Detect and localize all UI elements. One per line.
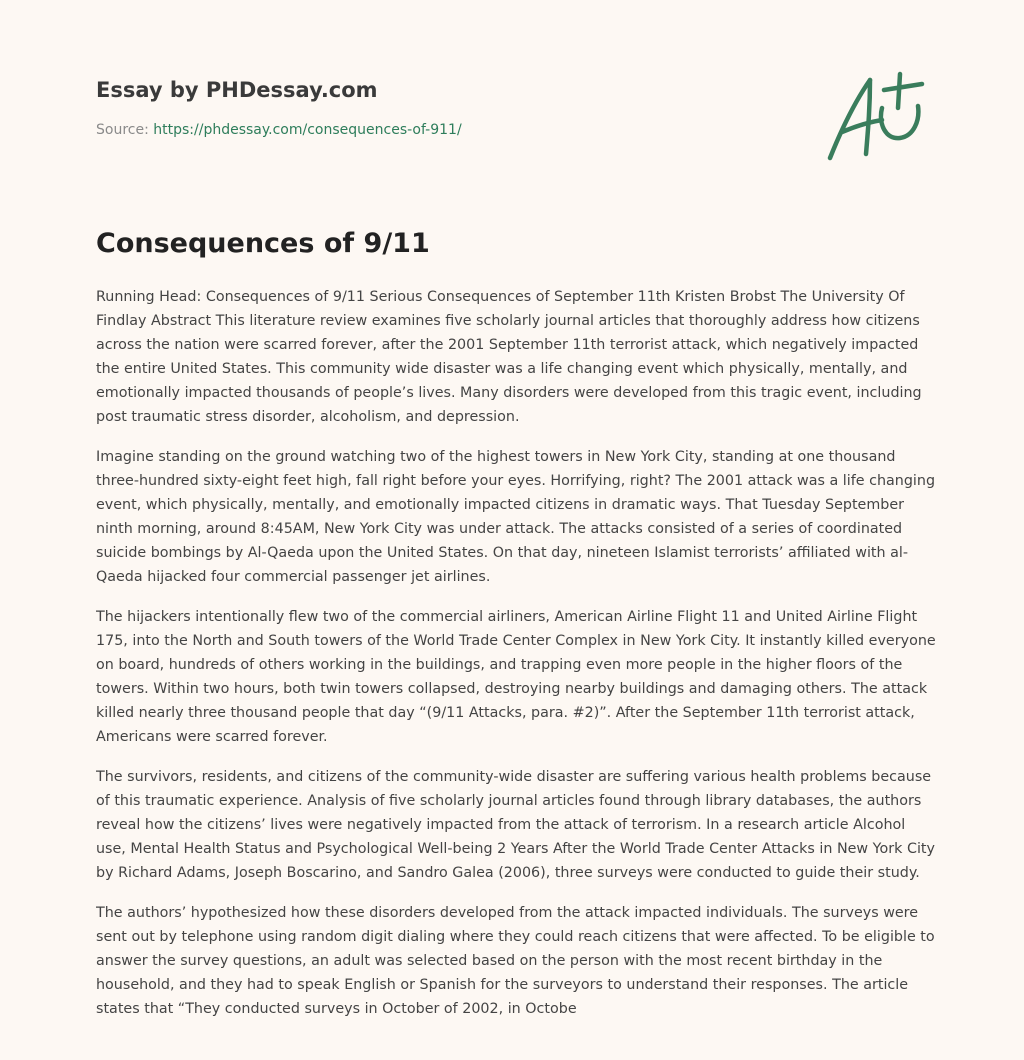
page-header (96, 76, 796, 140)
logo-plus-horizontal (884, 84, 922, 90)
source-label: Source: (96, 122, 149, 138)
essay-paragraph: The hijackers intentionally flew two of the commercial airliners, American Airline Flight 11 and United Airline Flight 175, into the North and South towers of the World Trade Center Complex in New York City. It instantly killed everyone on board, hundreds of others working in the buildings, and trapping even more people in the higher floors of the towers. Within two hours, both twin towers collapsed, destroying nearby buildings and damaging others. The attack killed nearly three thousand people that day “(9/11 Attacks, para. #2)”. After the September 11th terrorist attack, Americans were scarred forever. (96, 609, 936, 745)
logo-smile-curve (881, 106, 918, 138)
a-plus-logo-svg (822, 66, 930, 166)
logo-a-left-stroke (830, 80, 870, 158)
essay-body (96, 285, 936, 1060)
essay-paragraph: The authors’ hypothesized how these disorders developed from the attack impacted individuals. The surveys were sent out by telephone using random digit dialing where they could reach citizens that were affected. To be eligible to answer the survey questions, an adult was selected based on the person with the most recent birthday in the household, and they had to speak English or Spanish for the surveyors to understand their responses. The article states that “They conducted surveys in October of 2002, in Octobe (96, 905, 935, 1017)
a-plus-logo-icon (822, 66, 930, 166)
logo-plus-vertical (898, 74, 900, 108)
essay-paragraph: Running Head: Consequences of 9/11 Serious Consequences of September 11th Kristen Brobst The University Of Findlay Abstract This literature review examines five scholarly journal articles that thoroughly address how citizens across the nation were scarred forever, after the 2001 September 11th terrorist attack, which negatively impacted the entire United States. This community wide disaster was a life changing event which physically, mentally, and emotionally impacted thousands of people’s lives. Many disorders were developed from this tragic event, including post traumatic stress disorder, alcoholism, and depression. (96, 289, 922, 425)
source-line (96, 120, 796, 140)
site-title: Essay by PHDessay.com (96, 78, 378, 102)
essay-paragraph: Imagine standing on the ground watching two of the highest towers in New York City, standing at one thousand three-hundred sixty-eight feet high, fall right before your eyes. Horrifying, right? The 2001 attack was a life changing event, which physically, mentally, and emotionally impacted citizens in dramatic ways. That Tuesday September ninth morning, around 8:45AM, New York City was under attack. The attacks consisted of a series of coordinated suicide bombings by Al-Qaeda upon the United States. On that day, nineteen Islamist terrorists’ affiliated with al-Qaeda hijacked four commercial passenger jet airlines. (96, 449, 936, 585)
source-link[interactable]: https://phdessay.com/consequences-of-911/ (153, 122, 462, 138)
essay-title: Consequences of 9/11 (96, 228, 430, 259)
essay-paragraph: The survivors, residents, and citizens of the community-wide disaster are suffering various health problems because of this traumatic experience. Analysis of five scholarly journal articles found through library databases, the authors reveal how the citizens’ lives were negatively impacted from the attack of terrorism. In a research article Alcohol use, Mental Health Status and Psychological Well-being 2 Years After the World Trade Center Attacks in New York City by Richard Adams, Joseph Boscarino, and Sandro Galea (2006), three surveys were conducted to guide their study. (96, 769, 935, 881)
logo-a-right-stroke (866, 80, 870, 154)
